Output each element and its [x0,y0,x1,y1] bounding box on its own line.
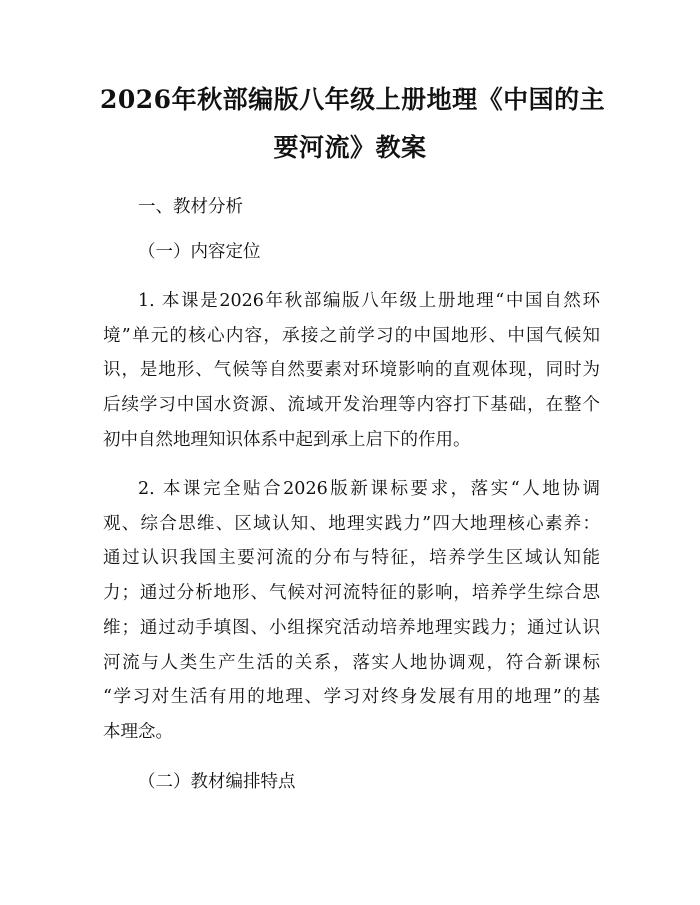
paragraph-1-line: 识，是地形、气候等自然要素对环境影响的直观体现，同时为 [103,360,600,380]
paragraph-2-line: 通过认识我国主要河流的分布与特征，培养学生区域认知能 [103,548,600,568]
subsection-heading-content-position: （一）内容定位 [138,242,261,262]
paragraph-1-line: 1. 本课是2026年秋部编版八年级上册地理“中国自然环 [138,291,600,311]
section-heading-textbook-analysis: 一、教材分析 [138,197,243,217]
paragraph-2-line: 本理念。 [103,722,173,742]
paragraph-1-line: 初中自然地理知识体系中起到承上启下的作用。 [103,430,471,450]
subsection-heading-compilation-features: （二）教材编排特点 [138,772,296,792]
paragraph-2-line: 力；通过分析地形、气候对河流特征的影响，培养学生综合思 [103,583,600,603]
paragraph-2-line: 2. 本课完全贴合2026版新课标要求，落实“人地协调 [138,479,600,499]
paragraph-2-line: 河流与人类生产生活的关系，落实人地协调观，符合新课标 [103,653,600,673]
paragraph-1-line: 境”单元的核心内容，承接之前学习的中国地形、中国气候知 [103,326,600,346]
paragraph-2-line: 观、综合思维、区域认知、地理实践力”四大地理核心素养： [103,514,600,534]
paragraph-2-line: 维；通过动手填图、小组探究活动培养地理实践力；通过认识 [103,618,600,638]
document-title-line-2: 要河流》教案 [273,133,427,162]
document-title-line-1: 2026年秋部编版八年级上册地理《中国的主 [100,85,606,114]
paragraph-1-line: 后续学习中国水资源、流域开发治理等内容打下基础，在整个 [103,395,600,415]
paragraph-2-line: “学习对生活有用的地理、学习对终身发展有用的地理”的基 [103,687,600,707]
